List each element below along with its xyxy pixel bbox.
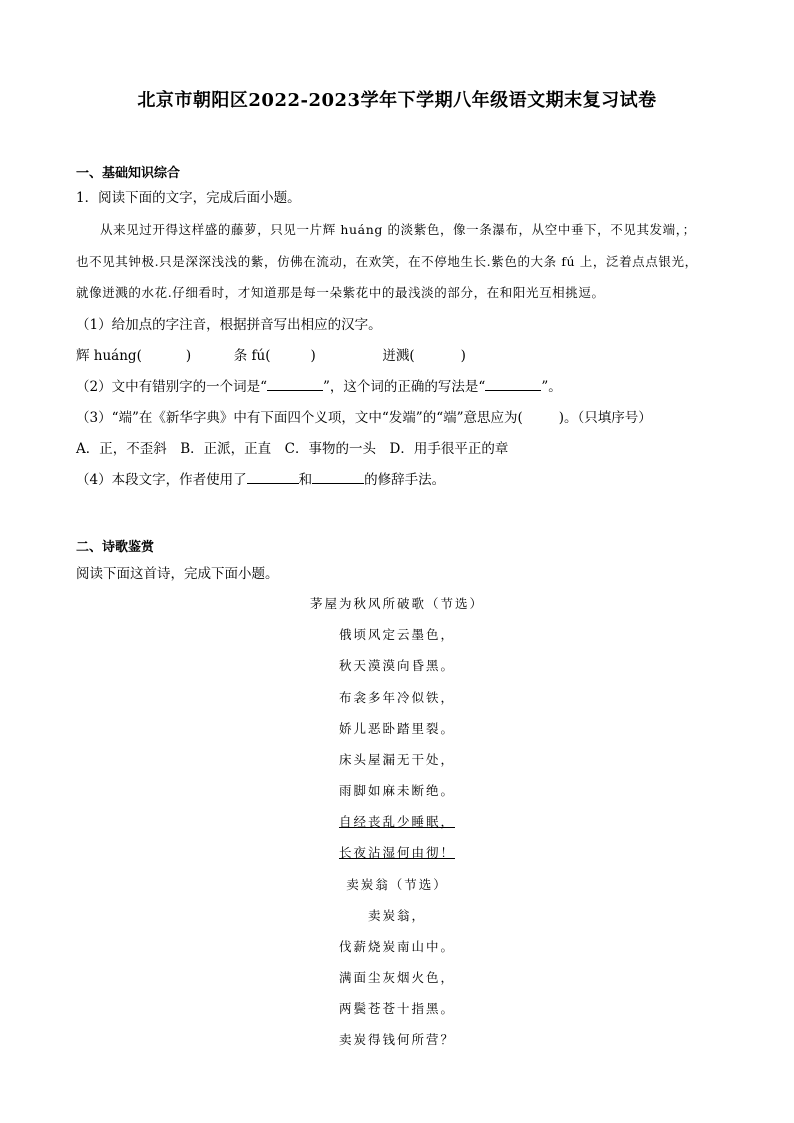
fill-label-jian: 迸溅( <box>382 348 415 364</box>
poem-1-line: 雨脚如麻未断绝。 <box>338 783 455 798</box>
poem-2-title: 卖炭翁（节选） <box>346 877 448 892</box>
poem-2-line: 卖炭翁， <box>367 908 426 923</box>
passage-line-1: 从来见过开得这样盛的藤萝，只见一片辉 huáng 的淡紫色，像一条瀑布，从空中垂下，不见其发端，； <box>100 222 696 237</box>
poem-1-line: 床头屋漏无干处， <box>338 752 455 767</box>
poetry-intro: 阅读下面这首诗，完成下面小题。 <box>76 566 279 582</box>
section-heading-basics: 一、基础知识综合 <box>76 166 181 181</box>
passage-line-3: 就像迸溅的水花.仔细看时，才知道那是每一朵紫花中的最浅淡的部分，在和阳光互相挑逗。 <box>76 285 605 300</box>
answer-options: A．正，不歪斜 B．正派，正直 C．事物的一头 D．用手很平正的章 <box>76 441 509 457</box>
poem-1-line: 布衾多年冷似铁， <box>338 690 455 705</box>
passage-line-2: 也不见其钟极.只是深深浅浅的紫，仿佛在流动，在欢笑，在不停地生长.紫色的大条 fú 上，泛着点点银光， <box>76 254 698 269</box>
poem-2-line: 伐薪烧炭南山中。 <box>338 939 455 954</box>
poem-1-line-underlined: 自经丧乱少睡眠， <box>338 814 455 829</box>
fill-close-paren: ) <box>185 348 192 364</box>
question-1-prompt: 1．阅读下面的文字，完成后面小题。 <box>76 190 301 206</box>
fill-row <box>76 344 466 364</box>
sub-question-3: （3）“端”在《新华字典》中有下面四个义项，文中“发端”的“端”意思应为( )。（只填序号） <box>76 410 652 426</box>
poem-1-line: 娇儿恶卧踏里裂。 <box>338 721 455 736</box>
poem-2-line: 两鬓苍苍十指黑。 <box>338 1001 455 1016</box>
poem-1-line-underlined: 长夜沾湿何由彻！ <box>338 845 455 860</box>
sub-question-1: （1）给加点的字注音，根据拼音写出相应的汉字。 <box>76 317 382 333</box>
poem-1-line: 秋天漠漠向昏黑。 <box>338 658 455 673</box>
fill-label-huang: 辉 huáng( <box>76 348 142 364</box>
fill-label-fu: 条 fú( <box>233 348 271 364</box>
poem-2-line: 满面尘灰烟火色， <box>338 970 455 985</box>
sub-question-4: （4）本段文字，作者使用了 和 的修辞手法。 <box>76 472 446 488</box>
answer-blank-wrong-word[interactable] <box>267 390 323 391</box>
page-title: 北京市朝阳区2022-2023学年下学期八年级语文期末复习试卷 <box>137 90 657 111</box>
poem-1-title: 茅屋为秋风所破歌（节选） <box>309 596 484 611</box>
poem-1-line: 俄顷风定云墨色， <box>338 627 455 642</box>
fill-close-paren: ) <box>460 348 466 364</box>
poem-2-line: 卖炭得钱何所营？ <box>338 1032 455 1047</box>
answer-blank-correct-word[interactable] <box>485 390 541 391</box>
answer-blank-device-2[interactable] <box>312 483 364 484</box>
section-heading-poetry: 二、诗歌鉴赏 <box>76 540 155 555</box>
fill-close-paren: ) <box>310 348 316 364</box>
sub-question-2: （2）文中有错别字的一个词是“ ”，这个词的正确的写法是“ ”。 <box>76 379 562 395</box>
answer-blank-device-1[interactable] <box>247 483 299 484</box>
